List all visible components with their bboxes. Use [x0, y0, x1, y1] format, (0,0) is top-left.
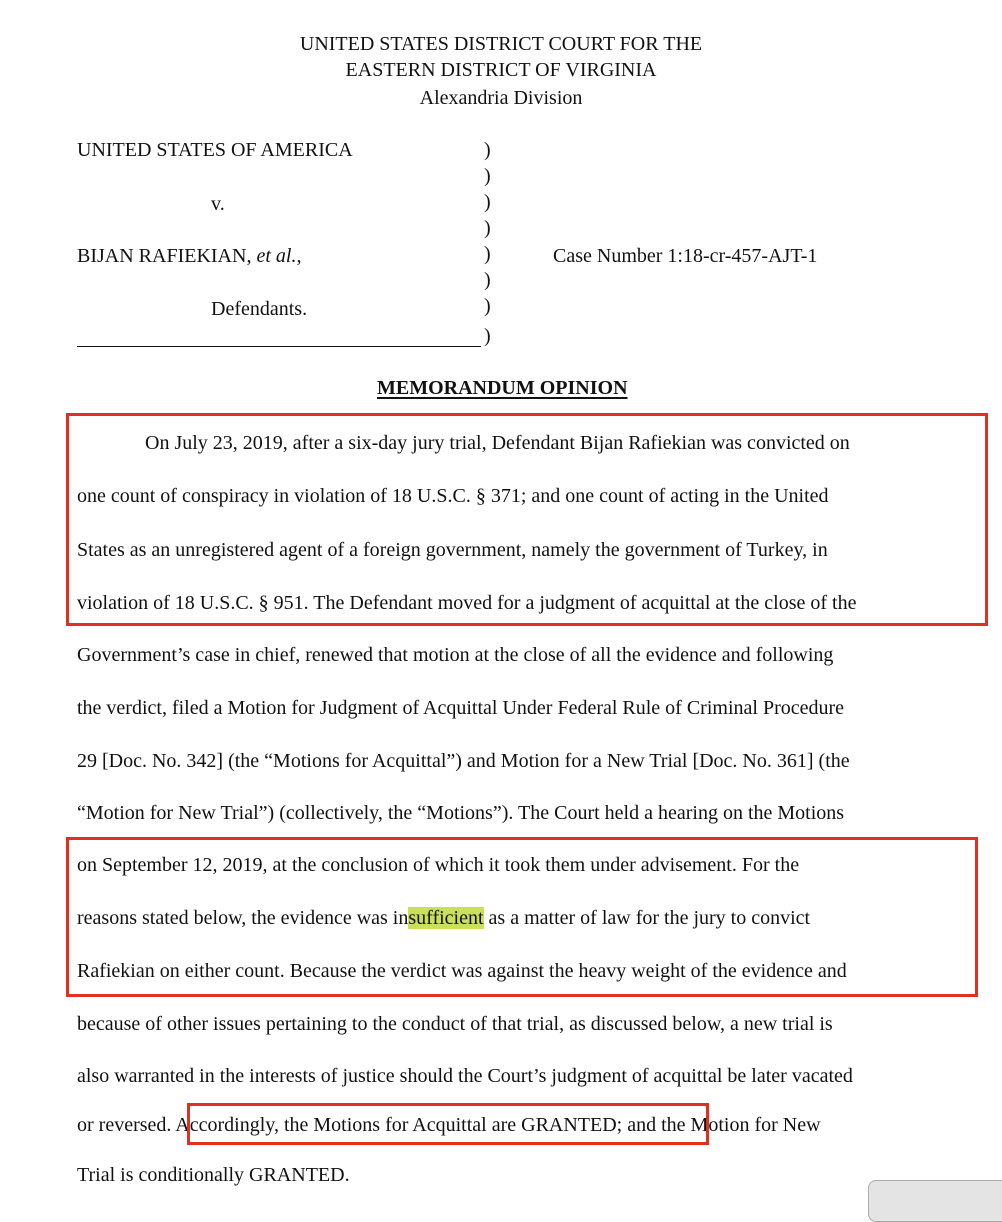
body-line: Trial is conditionally GRANTED. — [77, 1164, 350, 1186]
annotation-box-granted — [187, 1103, 709, 1145]
body-line: States as an unregistered agent of a foreign government, namely the government of Turkey, in — [77, 539, 828, 561]
annotation-box-conviction — [66, 413, 988, 626]
caption-paren: ) — [484, 191, 491, 213]
plaintiff-name: UNITED STATES OF AMERICA — [77, 139, 353, 161]
court-division: Alexandria Division — [419, 87, 583, 109]
body-line: or reversed. Accordingly, the Motions for Acquittal are GRANTED; and the Motion for New — [77, 1114, 821, 1136]
body-line: “Motion for New Trial”) (collectively, the “Motions”). The Court held a hearing on the Motions — [77, 802, 845, 824]
body-line: on September 12, 2019, at the conclusion of which it took them under advisement. For the — [77, 854, 800, 876]
versus-label: v. — [211, 193, 225, 215]
body-line: the verdict, filed a Motion for Judgment of Acquittal Under Federal Rule of Criminal Procedure — [77, 697, 845, 719]
caption-paren: ) — [484, 325, 491, 347]
caption-paren: ) — [484, 295, 491, 317]
body-line: one count of conspiracy in violation of 18 U.S.C. § 371; and one count of acting in the United — [77, 485, 829, 507]
body-line: because of other issues pertaining to the conduct of that trial, as discussed below, a new trial is — [77, 1013, 833, 1035]
body-line: On July 23, 2019, after a six-day jury trial, Defendant Bijan Rafiekian was convicted on — [145, 432, 850, 454]
annotation-box-insufficient — [66, 837, 978, 997]
court-name-line1: UNITED STATES DISTRICT COURT FOR THE — [299, 33, 703, 55]
opinion-title: MEMORANDUM OPINION — [377, 377, 628, 399]
caption-paren: ) — [484, 243, 491, 265]
caption-paren: ) — [484, 217, 491, 239]
body-line: Government’s case in chief, renewed that motion at the close of all the evidence and following — [77, 644, 834, 666]
defendants-label: Defendants. — [211, 298, 308, 320]
viewer-widget-corner[interactable] — [868, 1180, 1002, 1222]
court-name-line2: EASTERN DISTRICT OF VIRGINIA — [345, 59, 657, 81]
caption-paren: ) — [484, 139, 491, 161]
body-line: 29 [Doc. No. 342] (the “Motions for Acquittal”) and Motion for a New Trial [Doc. No. 361] (the — [77, 750, 850, 772]
body-line: reasons stated below, the evidence was insufficient as a matter of law for the jury to convict — [77, 907, 811, 929]
body-line: violation of 18 U.S.C. § 951. The Defendant moved for a judgment of acquittal at the close of the — [77, 592, 857, 614]
defendant-name: BIJAN RAFIEKIAN, et al., — [77, 245, 302, 267]
highlighted-word: sufficient — [408, 907, 484, 929]
caption-paren: ) — [484, 269, 491, 291]
body-line: Rafiekian on either count. Because the verdict was against the heavy weight of the evidence and — [77, 960, 847, 982]
body-line: also warranted in the interests of justice should the Court’s judgment of acquittal be later vacated — [77, 1065, 853, 1087]
caption-paren: ) — [484, 165, 491, 187]
caption-underline — [77, 346, 481, 347]
case-number: Case Number 1:18-cr-457-AJT-1 — [553, 245, 818, 267]
